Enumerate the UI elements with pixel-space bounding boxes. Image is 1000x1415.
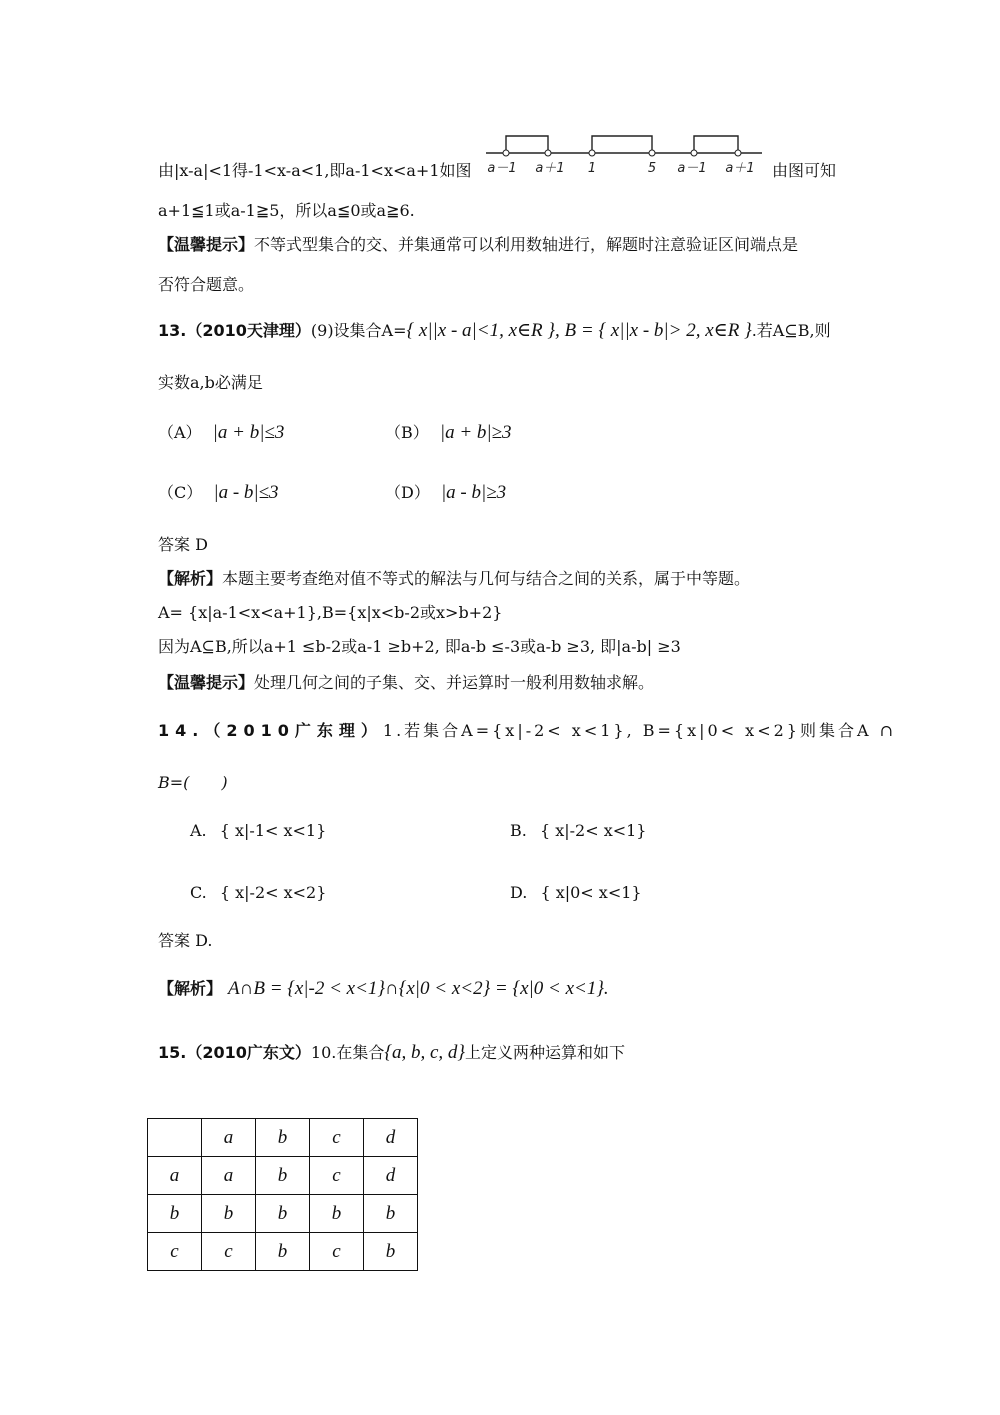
q13-option-c [158, 482, 279, 504]
numline-label-2: a＋1 [535, 161, 565, 176]
table-cell: d [364, 1119, 418, 1157]
q14-option-d [510, 882, 642, 904]
q15-stem-suffix: 上定义两种运算和如下 [464, 1043, 625, 1062]
q15-set: {a, b, c, d} [384, 1042, 465, 1063]
sol12-tip-label: 【温馨提示】 [158, 235, 255, 254]
q14-option-a-expr: { x|-1< x<1} [219, 821, 327, 840]
table-cell: b [364, 1195, 418, 1233]
q14-line2: B=( ) [158, 773, 228, 792]
table-cell: c [310, 1157, 364, 1195]
q13-answer: 答案 D [158, 535, 208, 554]
q14-option-c-label: C. [190, 883, 207, 902]
numline-label-5: a－1 [677, 161, 707, 176]
q14-option-c [190, 882, 326, 904]
table-cell: c [310, 1119, 364, 1157]
q14-option-c-expr: { x|-2< x<2} [219, 883, 327, 902]
q14-stem: 1.若集合A={x|-2< x<1}, B={x|0< x<2}则集合A ∩ [382, 721, 897, 740]
table-cell: a [148, 1157, 202, 1195]
q13-stem-prefix: (9)设集合A= [310, 321, 407, 340]
table-row [148, 1233, 418, 1271]
table-row [148, 1157, 418, 1195]
q14-option-a-label: A. [190, 821, 207, 840]
q13-number: 13.（2010天津理） [158, 321, 311, 340]
q13-tip: 处理几何之间的子集、交、并运算时一般利用数轴求解。 [254, 673, 655, 692]
q13-option-a-label: （A） [158, 423, 202, 442]
q14-option-b-expr: { x|-2< x<1} [539, 821, 647, 840]
q15-stem-prefix: 10.在集合 [310, 1043, 385, 1062]
q13-option-a [158, 422, 284, 444]
table-cell: b [256, 1233, 310, 1271]
table-cell: b [256, 1157, 310, 1195]
q14-answer: 答案 D. [158, 931, 213, 950]
q13-line-b: 因为A⊆B,所以a+1 ≤b-2或a-1 ≥b+2, 即a-b ≤-3或a-b ≥3, 即|a-b| ≥3 [158, 637, 681, 656]
table-cell: b [364, 1233, 418, 1271]
q13-line-a: A= {x|a-1<x<a+1},B={x|x<b-2或x>b+2} [158, 603, 503, 622]
q13-option-c-expr: |a - b|≤3 [213, 482, 279, 503]
q13-set-a: { x||x - a|<1, x∈R } [406, 320, 556, 341]
q13-analysis: 本题主要考查绝对值不等式的解法与几何与结合之间的关系，属于中等题。 [222, 569, 751, 588]
table-cell: d [364, 1157, 418, 1195]
q13-option-b-label: （B） [385, 423, 429, 442]
q13-stem-suffix: .若A⊆B,则 [751, 321, 831, 340]
q14-option-b [510, 820, 646, 842]
q14-analysis-label: 【解析】 [158, 979, 223, 998]
table-cell [148, 1119, 202, 1157]
table-cell: a [202, 1119, 256, 1157]
table-cell: b [202, 1195, 256, 1233]
table-cell: b [256, 1119, 310, 1157]
q13-option-b [385, 422, 512, 444]
q14-option-a [190, 820, 326, 842]
numline-label-3: 1 [587, 161, 597, 176]
q14-option-d-label: D. [510, 883, 528, 902]
table-cell: b [148, 1195, 202, 1233]
operation-table [147, 1118, 418, 1271]
table-row [148, 1119, 418, 1157]
q13-option-d-label: （D） [385, 483, 430, 502]
sol12-line2: a+1≦1或a-1≧5，所以a≦0或a≧6. [158, 201, 415, 220]
numline-label-1: a－1 [487, 161, 517, 176]
q14-number: 14.（2010广东理） [158, 721, 383, 740]
table-cell: c [202, 1233, 256, 1271]
q13-analysis-label: 【解析】 [158, 569, 223, 588]
table-row [148, 1195, 418, 1233]
numline-label-4: 5 [647, 161, 657, 176]
q13-option-a-expr: |a + b|≤3 [212, 422, 285, 443]
q15-number: 15.（2010广东文） [158, 1043, 311, 1062]
number-line-figure [486, 128, 764, 178]
numline-label-6: a＋1 [725, 161, 755, 176]
q13-option-d [385, 482, 506, 504]
sol12-tip-line2: 否符合题意。 [158, 275, 255, 294]
table-cell: a [202, 1157, 256, 1195]
table-cell: b [310, 1195, 364, 1233]
q13-tip-label: 【温馨提示】 [158, 673, 255, 692]
q14-option-b-label: B. [510, 821, 527, 840]
q13-option-b-expr: |a + b|≥3 [439, 422, 512, 443]
sol12-line1-before: 由|x-a|<1得-1<x-a<1,即a-1<x<a+1如图 [158, 161, 472, 180]
q13-option-d-expr: |a - b|≥3 [440, 482, 507, 503]
sol12-line1-after: 由图可知 [772, 161, 837, 180]
q13-set-b: , B = { x||x - b|> 2, x∈R } [555, 320, 752, 341]
q13-line2: 实数a,b必满足 [158, 373, 263, 392]
q14-option-d-expr: { x|0< x<1} [540, 883, 642, 902]
q13-option-c-label: （C） [158, 483, 203, 502]
table-cell: c [310, 1233, 364, 1271]
q14-analysis: A∩B = {x|-2 < x<1}∩{x|0 < x<2} = {x|0 < x<1}. [228, 978, 609, 999]
table-cell: c [148, 1233, 202, 1271]
sol12-tip-line1: 不等式型集合的交、并集通常可以利用数轴进行，解题时注意验证区间端点是 [254, 235, 799, 254]
table-cell: b [256, 1195, 310, 1233]
